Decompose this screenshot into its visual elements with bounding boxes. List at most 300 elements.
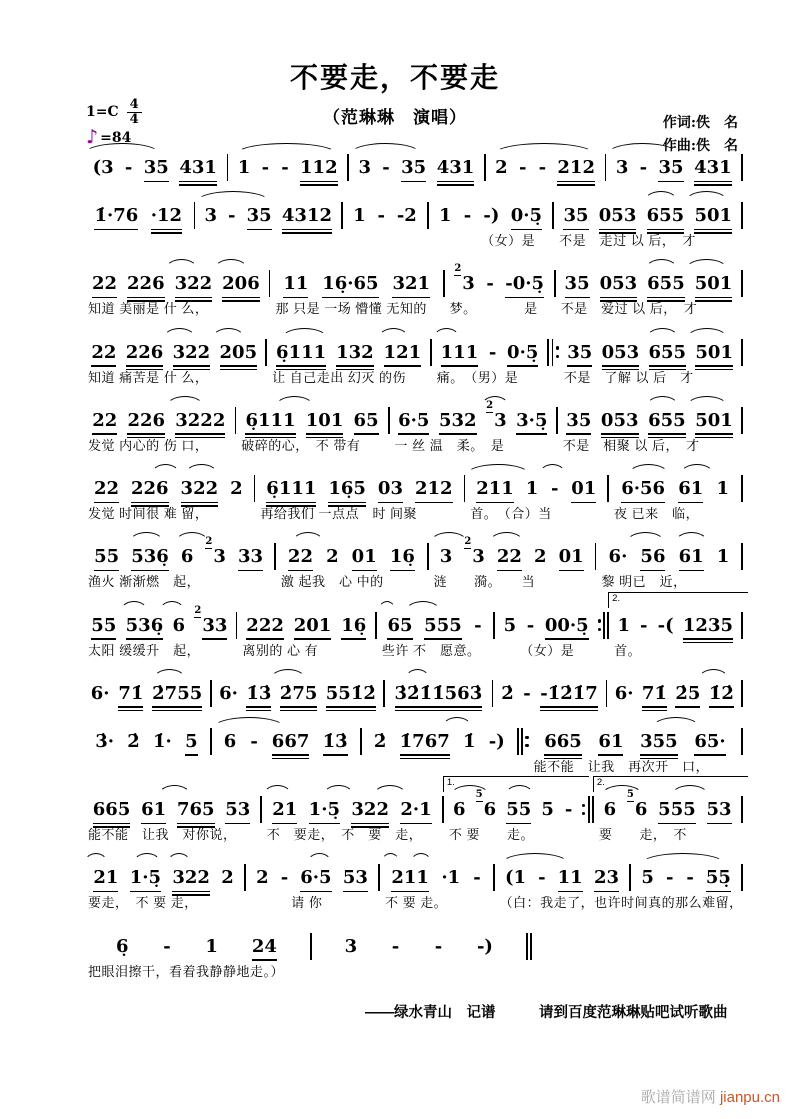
barline-stroke — [741, 543, 743, 570]
note-digits: 53 — [343, 864, 368, 891]
measure — [430, 536, 594, 590]
note-digits: 24 — [252, 933, 277, 960]
barline-stroke — [360, 728, 362, 755]
note-digits: 322 — [173, 339, 211, 366]
note-token — [152, 680, 202, 707]
lyric-line: 太阳 缓缓升 起， — [88, 642, 201, 658]
note-token — [538, 154, 547, 181]
measure — [430, 202, 552, 249]
measure — [84, 475, 253, 522]
notes-row — [530, 728, 741, 755]
note-digits: 1235 — [683, 612, 733, 639]
lyric-line: 要 走， 不 — [598, 827, 687, 842]
note-digits: - — [686, 867, 694, 889]
notes-row — [213, 728, 359, 755]
barline — [210, 728, 212, 755]
barline — [227, 154, 229, 181]
note-digits: 501 — [695, 270, 733, 297]
note-digits: 6̣111 — [266, 475, 316, 502]
note-digits: 6·56 — [621, 475, 665, 502]
barline-stroke — [443, 270, 445, 297]
barline-stroke — [592, 796, 594, 823]
barline-stroke — [554, 270, 556, 297]
note-digits: 6 — [452, 799, 466, 820]
barline — [741, 680, 743, 707]
barline — [741, 475, 743, 502]
note-token — [398, 407, 429, 434]
note-token — [424, 612, 462, 639]
note-token — [566, 407, 591, 434]
note-digits: 3 — [615, 157, 629, 178]
barline-stroke — [605, 154, 607, 181]
barline-stroke — [484, 154, 486, 181]
note-token — [205, 536, 226, 570]
slur-arc — [133, 853, 160, 864]
notes-row — [213, 680, 383, 707]
note-token — [463, 728, 476, 755]
measure — [597, 543, 740, 590]
note-token — [175, 407, 225, 434]
note-token — [695, 339, 733, 366]
notes-row — [496, 612, 597, 639]
note-token — [526, 612, 535, 639]
notes-row — [84, 604, 235, 639]
barline-stroke — [383, 680, 385, 707]
note-digits: -( — [657, 614, 674, 636]
note-token — [94, 202, 138, 229]
note-digits: 61 — [678, 475, 703, 502]
lyric-line: （女）是 — [499, 642, 575, 658]
note-token — [488, 339, 497, 366]
grace-note: 5 — [475, 789, 483, 800]
lyric-line: 让 自己走出 幻灭 的伤 — [272, 369, 406, 385]
note-digits: 22 — [91, 339, 116, 366]
barline — [552, 202, 554, 229]
note-digits: 501 — [695, 407, 733, 434]
barline-stroke — [588, 796, 590, 823]
note-digits: - — [551, 478, 559, 499]
note-digits: (3 — [92, 157, 114, 178]
note-digits: 1̇2̇ — [709, 680, 734, 707]
notes-row — [84, 407, 234, 434]
lyric-line: 些许 不 愿意。 — [381, 642, 481, 658]
slur-arc — [166, 396, 204, 407]
slur-arc — [481, 396, 509, 407]
note-digits: 35 — [563, 202, 588, 229]
note-digits: 2̇ — [373, 730, 387, 752]
note-token — [501, 680, 514, 707]
note-digits: - — [281, 157, 289, 178]
note-token — [523, 680, 532, 707]
slur-arc — [263, 785, 292, 796]
lyricist-credit: 作词:佚 名 — [662, 115, 738, 131]
notes-row — [84, 270, 268, 297]
barline — [194, 202, 196, 229]
note-token — [550, 475, 559, 502]
note-digits: - — [639, 157, 648, 178]
note-token — [477, 933, 493, 960]
note-token — [326, 680, 376, 707]
note-digits: 61 — [598, 728, 623, 755]
barline — [517, 728, 529, 755]
slur-arc — [410, 853, 432, 864]
note-digits: - — [124, 157, 133, 178]
measure — [84, 604, 235, 659]
note-token — [127, 407, 165, 434]
measure — [84, 339, 264, 386]
note-digits: -) — [488, 730, 505, 752]
note-token — [706, 864, 731, 891]
note-digits: 111 — [441, 339, 479, 366]
note-digits: 3̇2̇1̇1̇563̇ — [395, 680, 483, 707]
note-token — [626, 789, 648, 823]
note-digits: - — [474, 614, 482, 636]
watermark-site-name: 歌谱简谱网 — [640, 1089, 720, 1106]
measure — [229, 154, 346, 181]
note-token — [540, 680, 598, 707]
note-digits: 5 — [641, 867, 654, 889]
note-digits: 431 — [437, 154, 475, 181]
barline-stroke — [741, 202, 743, 229]
slur-arc — [373, 785, 407, 796]
note-digits: 226 — [131, 475, 169, 502]
notes-row — [363, 728, 516, 755]
note-digits: 431 — [179, 154, 217, 181]
note-digits: 1·5̣ — [130, 864, 161, 891]
note-token — [489, 728, 505, 755]
note-token — [463, 202, 472, 229]
note-digits: 16̣·65 — [322, 270, 378, 297]
note-token — [94, 475, 119, 502]
note-digits: 321 — [392, 270, 430, 297]
notes-row — [277, 543, 426, 570]
music-system — [84, 339, 744, 386]
barline-stroke — [254, 475, 256, 502]
repeat-dot — [582, 812, 585, 815]
note-digits: 2 — [221, 867, 234, 889]
measure — [213, 680, 383, 707]
barline-stroke — [442, 796, 444, 823]
barline — [741, 864, 743, 891]
repeat-dot — [582, 804, 585, 807]
notes-row — [430, 202, 552, 229]
note-token — [518, 154, 527, 181]
barline — [236, 612, 238, 639]
note-digits: - — [473, 867, 481, 889]
note-token — [94, 543, 119, 570]
note-token — [397, 202, 417, 229]
notes-row — [84, 339, 264, 366]
slur-arc — [675, 532, 708, 543]
note-token — [322, 270, 378, 297]
note-token — [601, 407, 639, 434]
note-digits: - — [382, 157, 390, 178]
slur-arc — [685, 259, 727, 270]
barline — [383, 680, 385, 707]
note-digits: 5 — [185, 728, 198, 755]
slur-arc — [628, 464, 669, 475]
notes-row — [487, 154, 604, 181]
measure — [84, 864, 243, 911]
note-digits: 667 — [272, 728, 310, 755]
lyric-line: （女）是 — [433, 233, 536, 248]
note-token — [439, 202, 452, 229]
note-digits: 35 — [144, 154, 169, 181]
note-digits: 501 — [694, 202, 732, 229]
notes-row — [84, 728, 209, 755]
barline — [210, 680, 212, 707]
note-digits: -2 — [396, 205, 417, 226]
notes-row — [256, 475, 462, 502]
measure — [487, 154, 604, 181]
note-token — [516, 407, 547, 434]
note-digits: 56 — [640, 543, 665, 570]
note-token — [599, 202, 637, 229]
note-digits: 536̣ — [126, 612, 164, 639]
note-token — [222, 270, 260, 297]
notes-row — [555, 202, 740, 229]
note-digits: - — [377, 205, 385, 226]
note-digits: 112 — [300, 154, 338, 181]
note-digits: 2 — [230, 478, 243, 499]
note-digits: 22 — [94, 475, 119, 502]
note-digits: 1 — [205, 935, 218, 957]
note-token — [678, 475, 703, 502]
note-digits: 322 — [351, 796, 389, 823]
note-token — [353, 202, 366, 229]
note-digits: 101 — [306, 407, 344, 434]
note-token — [127, 270, 165, 297]
note-digits: 211 — [476, 475, 514, 502]
repeat-dots — [582, 804, 585, 815]
repeat-dot — [525, 736, 528, 739]
note-token — [141, 796, 166, 823]
note-token — [495, 154, 508, 181]
slur-arc — [686, 396, 728, 407]
measure — [84, 270, 268, 317]
barline — [741, 202, 743, 229]
slur-arc — [185, 464, 217, 475]
music-system — [84, 777, 744, 843]
barline-stroke — [265, 339, 267, 366]
note-digits: 55 — [94, 543, 119, 570]
note-digits: -0·5̣ — [505, 270, 544, 297]
note-token — [247, 202, 272, 229]
slur-arc — [381, 853, 400, 864]
note-digits: 22 — [92, 270, 117, 297]
measure — [494, 680, 604, 707]
slur-arc — [494, 143, 594, 154]
repeat-dot — [556, 355, 559, 358]
note-digits: 65· — [694, 728, 725, 755]
measure — [632, 864, 740, 891]
grace-note: 5 — [626, 789, 634, 800]
note-digits: 1̇·76 — [94, 202, 138, 229]
note-digits: 3 — [344, 935, 358, 957]
note-token — [665, 864, 674, 891]
note-token — [238, 543, 263, 570]
measure — [386, 680, 491, 707]
note-digits: 3 — [358, 157, 371, 178]
note-token — [541, 796, 554, 823]
measure — [84, 728, 209, 755]
note-token — [256, 864, 269, 891]
note-digits: 6· — [608, 546, 628, 568]
music-system — [84, 154, 744, 181]
note-token — [594, 864, 619, 891]
notes-row — [84, 680, 209, 707]
note-token — [354, 407, 379, 434]
note-digits: 226 — [126, 339, 164, 366]
slur-arc — [151, 464, 180, 475]
lyric-line: 夜 已来 临， — [613, 506, 700, 521]
time-signature — [127, 98, 142, 126]
note-digits: 6̣111 — [245, 407, 295, 434]
measure — [607, 154, 740, 181]
measure — [608, 680, 740, 707]
measure — [391, 399, 556, 454]
note-digits: - — [519, 157, 527, 178]
barline — [427, 543, 429, 570]
notes-row — [386, 680, 491, 707]
note-token — [486, 270, 495, 297]
note-digits: 655 — [647, 270, 685, 297]
barline-stroke — [741, 339, 743, 366]
barline — [607, 475, 609, 502]
note-token — [557, 154, 595, 181]
note-digits: 3 — [472, 546, 485, 568]
note-token — [598, 728, 623, 755]
slur-arc — [405, 669, 430, 680]
note-token — [505, 864, 526, 891]
slur-arc — [646, 328, 679, 339]
slur-arc — [175, 532, 209, 543]
note-token — [173, 612, 186, 639]
notes-row — [350, 154, 483, 181]
note-digits: 1̇3̇ — [323, 728, 348, 755]
note-token — [565, 270, 590, 297]
note-digits: 01 — [352, 543, 377, 570]
music-system — [84, 933, 533, 980]
barline — [493, 612, 495, 639]
note-digits: 3 — [462, 273, 475, 295]
note-token — [694, 202, 732, 229]
slur-arc — [686, 328, 728, 339]
note-token — [246, 680, 271, 707]
note-token — [144, 154, 169, 181]
slur-arc — [680, 464, 713, 475]
lyric-line: 一 丝 温 柔。 是 — [394, 437, 505, 453]
barline-stroke — [741, 796, 743, 823]
note-token — [400, 728, 450, 755]
note-digits: - — [486, 273, 494, 295]
note-token — [336, 339, 374, 366]
barline — [741, 728, 743, 755]
barline-stroke — [595, 543, 597, 570]
barline — [347, 154, 349, 181]
slur-arc — [430, 532, 468, 543]
note-digits: 121 — [384, 339, 422, 366]
note-token — [441, 339, 479, 366]
barline — [606, 680, 608, 707]
note-token — [564, 796, 573, 823]
note-token — [686, 864, 695, 891]
notes-row — [247, 864, 378, 891]
note-digits: 1̇· — [153, 730, 172, 752]
notes-row — [84, 536, 273, 570]
note-digits: - — [280, 867, 289, 889]
slur-arc — [153, 669, 186, 680]
note-digits: 322 — [175, 270, 213, 297]
note-digits: 55 — [506, 796, 531, 823]
barline-stroke — [375, 612, 377, 639]
barline — [235, 407, 237, 434]
music-system — [84, 536, 744, 590]
barline — [741, 612, 743, 639]
barline-stroke — [607, 612, 609, 639]
note-digits: - — [434, 935, 443, 957]
note-digits: 1̇767 — [400, 728, 450, 755]
lyric-line: 破碎的心， 不 带有 — [241, 437, 361, 453]
note-token — [309, 796, 340, 823]
note-digits: 551̇2̇ — [326, 680, 376, 707]
note-digits: 355 — [640, 728, 678, 755]
note-digits: 3·5̣ — [516, 407, 547, 434]
note-token — [358, 154, 371, 181]
note-token — [382, 154, 391, 181]
repeat-dot — [525, 744, 528, 747]
note-token — [641, 864, 654, 891]
note-digits: 55̣ — [706, 864, 731, 891]
notes-row — [445, 777, 581, 823]
barline — [442, 796, 444, 823]
note-token — [475, 789, 497, 823]
note-digits: 1 — [716, 478, 730, 499]
note-digits: 226 — [127, 270, 165, 297]
site-watermark — [641, 1086, 780, 1107]
note-digits: 3 — [494, 409, 507, 431]
note-token — [227, 202, 236, 229]
note-token — [179, 154, 217, 181]
notes-row — [84, 933, 309, 960]
note-token — [640, 728, 678, 755]
barline-stroke — [741, 154, 743, 181]
note-token — [609, 543, 628, 570]
note-token — [534, 543, 547, 570]
notes-row — [84, 475, 253, 502]
barline-stroke — [194, 202, 196, 229]
note-token — [567, 339, 592, 366]
measure — [247, 864, 378, 911]
note-digits: 053 — [599, 202, 637, 229]
lyric-line: 不是 爱过 以 后， 才 — [560, 301, 698, 317]
note-digits: 1 — [716, 546, 730, 568]
measure — [560, 339, 740, 386]
barline — [375, 612, 377, 639]
note-digits: 6·5 — [398, 407, 429, 434]
note-digits: 206 — [222, 270, 260, 297]
note-digits: - — [666, 867, 674, 889]
note-token — [401, 154, 426, 181]
note-digits: 22 — [497, 543, 522, 570]
notes-row — [430, 536, 594, 570]
barline-stroke — [552, 202, 554, 229]
music-system — [84, 592, 744, 659]
note-digits: 6·5 — [300, 864, 331, 891]
note-token — [93, 796, 131, 823]
slur-arc — [641, 853, 725, 864]
barline-stroke — [341, 202, 343, 229]
